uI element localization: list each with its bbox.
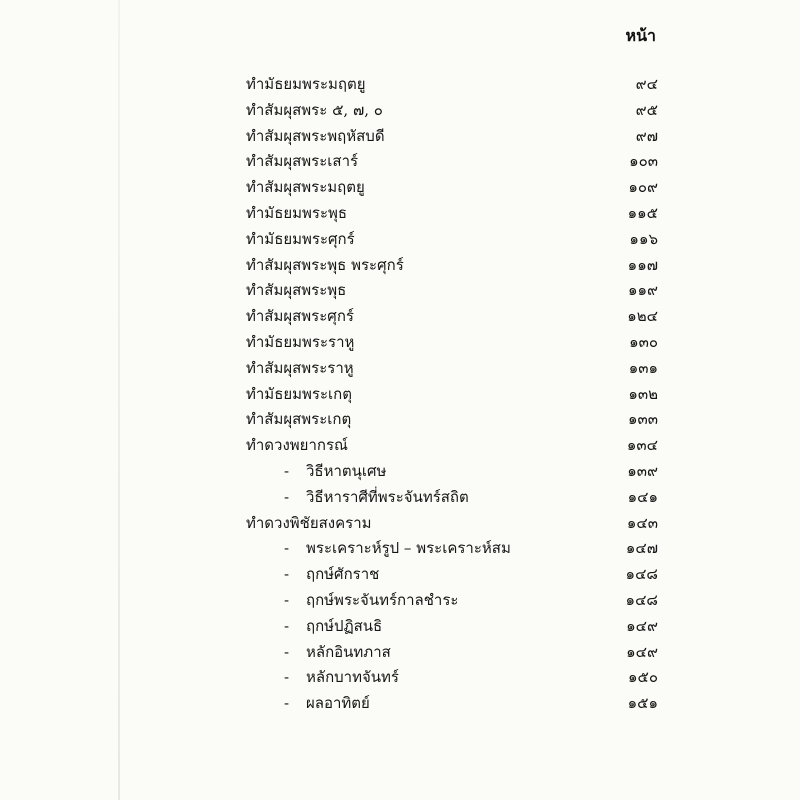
toc-subentry [0, 640, 800, 666]
toc-page-number: ๙๔ [635, 75, 658, 93]
toc-page-number: ๑๔๗ [625, 539, 658, 558]
toc-entry-title: วิธีหาตนุเศษ [306, 461, 387, 480]
toc-entry-title: ทำมัธยมพระราหู [246, 332, 355, 351]
subentry-dash: - [284, 590, 290, 609]
toc-page-number: ๑๑๖ [629, 229, 658, 248]
toc-entry [0, 98, 800, 124]
toc-entry [0, 253, 800, 279]
toc-page-number: ๑๓๔ [626, 436, 658, 455]
toc-entry-title: ฤกษ์พระจันทร์กาลชำระ [306, 590, 459, 609]
subentry-dash: - [284, 461, 290, 480]
toc-page-number: ๑๒๔ [627, 307, 658, 326]
toc-entry [0, 72, 800, 98]
toc-entry-title: ฤกษ์ศักราช [306, 565, 380, 584]
toc-entry-title: ทำมัธยมพระศุกร์ [246, 229, 355, 248]
toc-entry-title: ทำสัมผุสพระพุธ [246, 281, 347, 300]
toc-page-number: ๑๔๘ [625, 565, 658, 584]
toc-page-number: ๑๕๐ [627, 668, 658, 687]
subentry-dash: - [284, 668, 290, 687]
toc-page-number: ๑๕๑ [627, 694, 658, 713]
toc-entry [0, 511, 800, 537]
toc-page-number: ๑๐๓ [629, 152, 658, 171]
toc-entry-title: หลักอินทภาส [306, 642, 391, 661]
toc-page-number: ๑๑๕ [627, 203, 658, 222]
toc-page-number: ๙๕ [635, 100, 658, 119]
toc-subentry [0, 536, 800, 562]
toc-page-number: ๑๐๙ [628, 178, 658, 197]
subentry-dash: - [284, 487, 290, 506]
toc-entry [0, 330, 800, 356]
toc-entry-title: ทำสัมผุสพระราหู [246, 358, 354, 377]
toc-entry-title: ทำมัธยมพระเกตุ [246, 384, 352, 403]
toc-entry-title: ทำมัธยมพระมฤตยู [246, 75, 366, 93]
toc-page-number: ๑๑๗ [627, 255, 658, 274]
page-column-header: หน้า [625, 26, 656, 45]
toc-entry-title: หลักบาทจันทร์ [306, 668, 399, 687]
toc-entry [0, 278, 800, 304]
toc-page-number: ๑๓๑ [628, 358, 658, 377]
toc-page-number: ๑๔๙ [626, 616, 658, 635]
toc-page-number: ๑๔๑ [627, 487, 658, 506]
toc-entry-title: ทำดวงพยากรณ์ [246, 436, 348, 455]
toc-entry-title: ทำสัมผุสพระเกตุ [246, 410, 352, 429]
toc-page-number: ๑๔๓ [626, 513, 658, 532]
toc-entry [0, 175, 800, 201]
toc-page-number: ๑๑๙ [627, 281, 658, 300]
toc-page-number: ๑๔๘ [625, 590, 658, 609]
table-of-contents [0, 72, 800, 717]
toc-entry-title: ทำสัมผุสพระพฤหัสบดี [246, 126, 385, 145]
toc-page-number: ๙๗ [635, 126, 658, 145]
toc-entry-title: ทำดวงพิชัยสงคราม [246, 513, 372, 532]
toc-page-number: ๑๓๓ [627, 410, 658, 429]
toc-subentry [0, 665, 800, 691]
toc-entry [0, 433, 800, 459]
toc-page-number: ๑๔๙ [626, 642, 658, 661]
toc-entry [0, 124, 800, 150]
toc-entry-title: ทำสัมผุสพระ ๕, ๗, ๐ [246, 100, 383, 119]
subentry-dash: - [284, 642, 290, 661]
toc-entry [0, 304, 800, 330]
toc-entry-title: วิธีหาราศีที่พระจันทร์สถิต [306, 487, 469, 506]
toc-entry-title: พระเคราะห์รูป – พระเคราะห์สม [306, 539, 511, 558]
toc-subentry [0, 614, 800, 640]
toc-entry-title: ทำสัมผุสพระพุธ พระศุกร์ [246, 255, 404, 274]
toc-page-number: ๑๓๙ [627, 461, 658, 480]
toc-subentry [0, 562, 800, 588]
toc-entry-title: ทำสัมผุสพระศุกร์ [246, 307, 354, 326]
subentry-dash: - [284, 539, 290, 558]
toc-entry-title: ฤกษ์ปฏิสนธิ [306, 616, 383, 635]
toc-entry [0, 201, 800, 227]
toc-page-number: ๑๓๒ [628, 384, 658, 403]
subentry-dash: - [284, 565, 290, 584]
subentry-dash: - [284, 694, 290, 713]
subentry-dash: - [284, 616, 290, 635]
toc-page-number: ๑๓๐ [629, 332, 658, 351]
toc-entry [0, 382, 800, 408]
toc-subentry [0, 691, 800, 717]
toc-subentry [0, 588, 800, 614]
toc-entry-title: ทำสัมผุสพระมฤตยู [246, 178, 365, 197]
toc-subentry [0, 459, 800, 485]
toc-entry [0, 356, 800, 382]
toc-entry [0, 227, 800, 253]
toc-entry-title: ทำมัธยมพระพุธ [246, 203, 348, 222]
toc-subentry [0, 485, 800, 511]
toc-entry-title: ผลอาทิตย์ [306, 694, 370, 713]
toc-entry [0, 149, 800, 175]
toc-entry [0, 407, 800, 433]
toc-entry-title: ทำสัมผุสพระเสาร์ [246, 152, 359, 171]
